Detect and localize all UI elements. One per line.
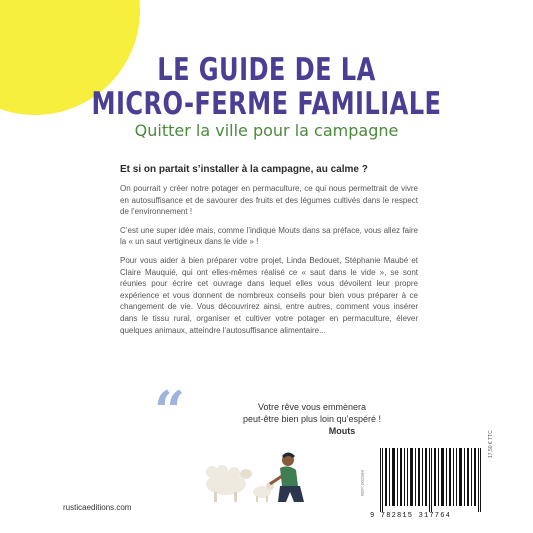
isbn-barcode xyxy=(378,448,482,512)
subtitle: Quitter la ville pour la campagne xyxy=(134,121,399,140)
quote-mark-icon: “ xyxy=(154,379,186,443)
farmer-and-sheep-illustration xyxy=(200,446,310,506)
title-line-2: MICRO-FERME FAMILIALE xyxy=(91,86,442,122)
reference-text: REF. 002569 xyxy=(360,469,365,496)
paragraph-1: On pourrait y créer notre potager en permaculture, ce qui nous permettrait de vivre en autosuffisance et de savourer des fruits et des légumes cultivés dans le respect de l’environnement ! xyxy=(120,184,418,217)
quote-line-2: peut-être bien plus loin qu’espéré ! xyxy=(242,414,382,424)
paragraph-2: C’est une super idée mais, comme l’indique Mouts dans sa préface, vous allez faire la « un saut vertigineux dans le vide » ! xyxy=(120,225,418,247)
title-line-1: LE GUIDE DE LA xyxy=(157,52,376,88)
quote-block xyxy=(212,401,412,437)
quote-line-1: Votre rêve vous emmènera xyxy=(257,402,367,412)
quote-author: Mouts xyxy=(328,426,356,436)
publisher-website: rusticaeditions.com xyxy=(63,503,132,512)
lead-question: Et si on partait s’installer à la campagne, au calme ? xyxy=(120,164,368,175)
paragraph-3: Pour vous aider à bien préparer votre projet, Linda Bedouet, Stéphanie Maubé et Claire Mauquié, qui ont elles-mêmes réalisé ce « saut dans le vide », se sont réunies pour écrire cet ouvrage dans lequel elles vous dévoilent leur propre expérience et vous donnent de nombreux conseils pour bien vous préparer à ce changement de vie. Vous découvrirez ainsi, entre autres, comment vous insérer dans le tissu rural, organiser et cultiver votre potager en permaculture, élever quelques animaux, atteindre l’autosuffisance alimentaire... xyxy=(120,255,418,335)
farmer-jacket xyxy=(280,466,298,486)
barcode-number: 9 782815 317764 xyxy=(370,512,452,520)
price-text: 17,50 € TTC xyxy=(488,430,494,458)
sheep-head xyxy=(240,469,252,479)
body-text xyxy=(120,183,418,343)
